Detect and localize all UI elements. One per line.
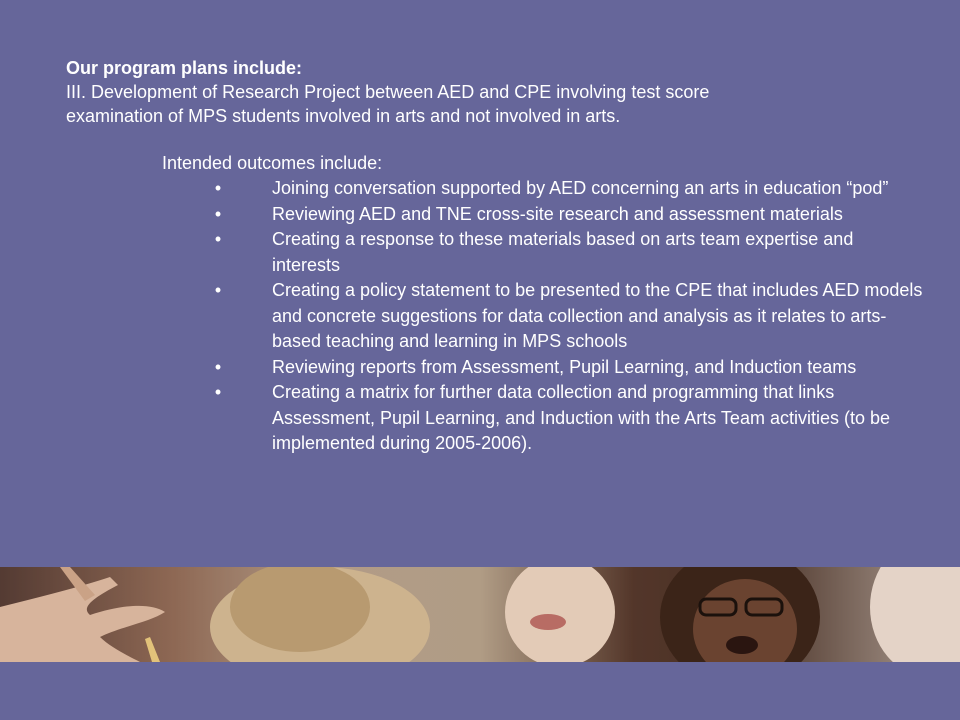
point-text-line1: Development of Research Project between AED and CPE involving test score [91, 82, 710, 102]
outcome-item [208, 176, 926, 202]
students-photo-strip [0, 567, 960, 662]
point-text-line2: examination of MPS students involved in arts and not involved in arts. [66, 106, 621, 126]
outcome-item [208, 355, 926, 381]
slide-heading: Our program plans include: [66, 58, 303, 78]
outcomes-list [66, 176, 926, 457]
bullet-icon: • [214, 229, 222, 249]
outcomes-label: Intended outcomes include: [162, 153, 383, 173]
bullet-icon: • [214, 280, 222, 300]
outcome-text: Reviewing reports from Assessment, Pupil Learning, and Induction teams [272, 356, 857, 377]
students-photo-illustration [0, 567, 960, 662]
bullet-icon: • [214, 178, 222, 198]
program-point-iii [66, 80, 926, 128]
slide-content [66, 56, 926, 457]
outcome-item [208, 202, 926, 228]
bullet-icon: • [214, 382, 222, 402]
outcome-text: Reviewing AED and TNE cross-site research and assessment materials [272, 203, 843, 224]
outcome-item [208, 278, 926, 355]
outcome-text: Creating a matrix for further data collection and programming that links Assessment, Pupil Learning, and Induction with the Arts Team activities (to be implemented during 2005-2006). [272, 382, 890, 453]
point-number: III. [66, 82, 87, 102]
outcome-text: Creating a response to these materials based on arts team expertise and interests [272, 229, 854, 275]
outcome-text: Joining conversation supported by AED concerning an arts in education “pod” [272, 178, 889, 198]
bullet-icon: • [214, 356, 222, 377]
outcome-item [208, 227, 926, 278]
outcome-text: Creating a policy statement to be presented to the CPE that includes AED models and concrete suggestions for data collection and analysis as it relates to arts-based teaching and learning in MPS schools [272, 280, 923, 351]
outcome-item [208, 380, 926, 457]
bullet-icon: • [214, 203, 222, 224]
